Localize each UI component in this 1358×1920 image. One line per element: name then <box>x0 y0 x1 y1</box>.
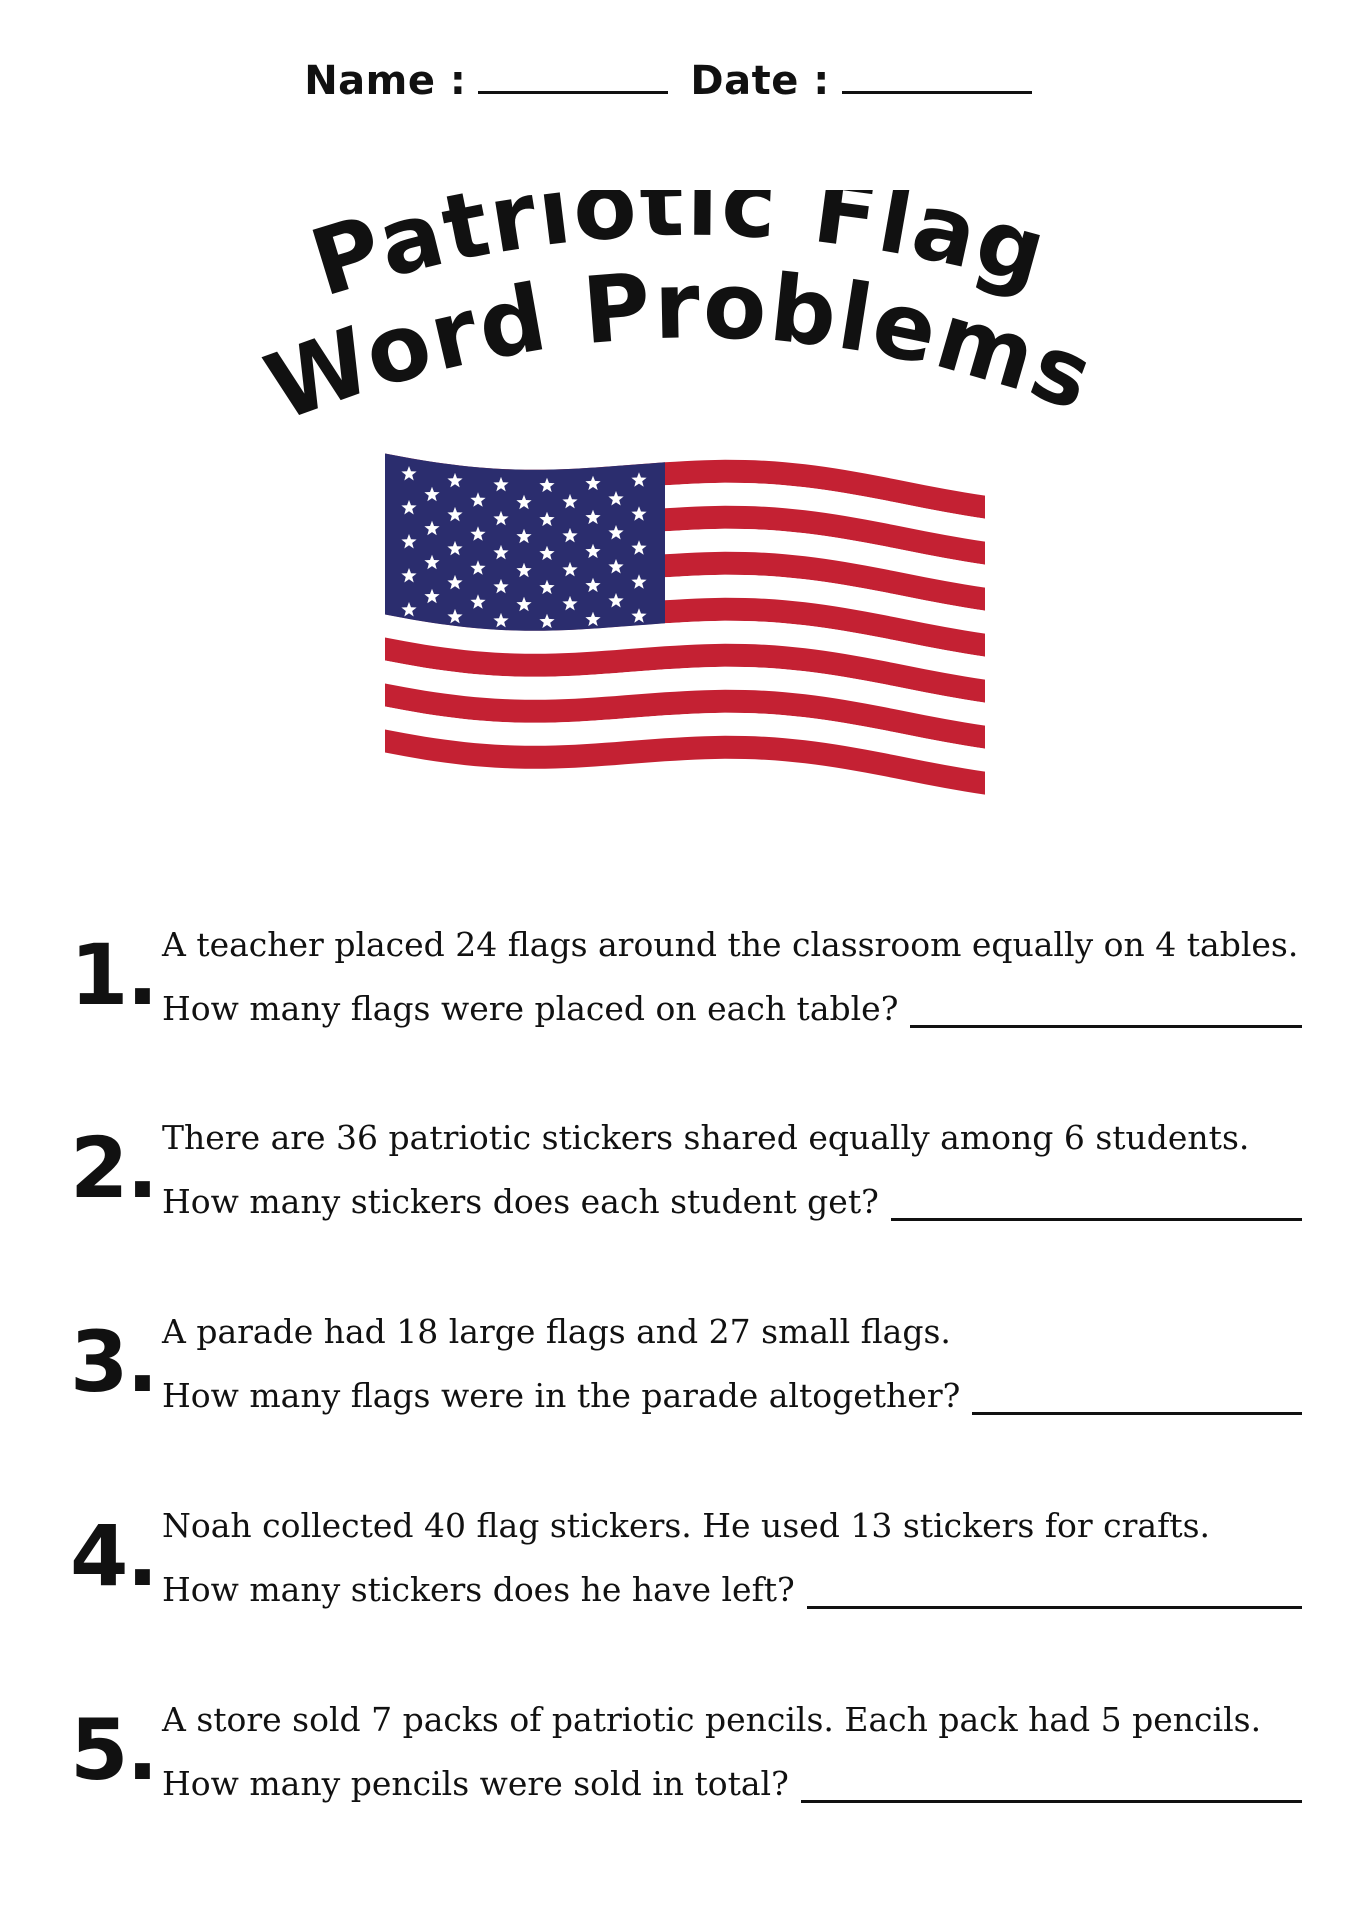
problem-question: How many stickers does each student get? <box>162 1182 879 1221</box>
name-date-header <box>0 58 1358 104</box>
problem-statement: There are 36 patriotic stickers shared equally among 6 students. <box>162 1118 1250 1157</box>
problem-statement: A teacher placed 24 flags around the classroom equally on 4 tables. <box>162 925 1299 964</box>
problem-question: How many pencils were sold in total? <box>162 1764 789 1803</box>
title-line-1: Patriotic Flag <box>299 190 1059 318</box>
problem-statement: A parade had 18 large flags and 27 small flags. <box>162 1312 951 1351</box>
problem-number: 3. <box>70 1313 157 1411</box>
american-flag-illustration <box>370 430 1000 850</box>
problem-2 <box>70 1118 1310 1238</box>
problem-number: 5. <box>70 1701 157 1799</box>
answer-blank[interactable] <box>891 1184 1302 1221</box>
problem-5 <box>70 1700 1310 1820</box>
date-label: Date : <box>690 58 830 104</box>
problem-number: 2. <box>70 1119 157 1217</box>
problem-question: How many flags were placed on each table? <box>162 989 899 1028</box>
name-blank[interactable] <box>478 61 668 94</box>
name-label: Name : <box>304 58 467 104</box>
date-blank[interactable] <box>842 61 1032 94</box>
flag-icon <box>370 430 1000 850</box>
problem-question: How many stickers does he have left? <box>162 1570 795 1609</box>
answer-blank[interactable] <box>910 991 1302 1028</box>
problem-statement: A store sold 7 packs of patriotic pencils. Each pack had 5 pencils. <box>162 1700 1262 1739</box>
problem-number: 1. <box>70 926 157 1024</box>
problem-4 <box>70 1506 1310 1626</box>
problem-1 <box>70 925 1310 1045</box>
worksheet-title-art <box>0 190 1358 450</box>
problem-question: How many flags were in the parade altogether? <box>162 1376 961 1415</box>
title-line-2: Word Problems <box>252 251 1108 442</box>
problem-3 <box>70 1312 1310 1432</box>
answer-blank[interactable] <box>972 1378 1302 1415</box>
problem-number: 4. <box>70 1507 157 1605</box>
answer-blank[interactable] <box>801 1766 1302 1803</box>
answer-blank[interactable] <box>807 1572 1302 1609</box>
worksheet-title <box>0 190 1358 450</box>
problem-statement: Noah collected 40 flag stickers. He used 13 stickers for crafts. <box>162 1506 1211 1545</box>
